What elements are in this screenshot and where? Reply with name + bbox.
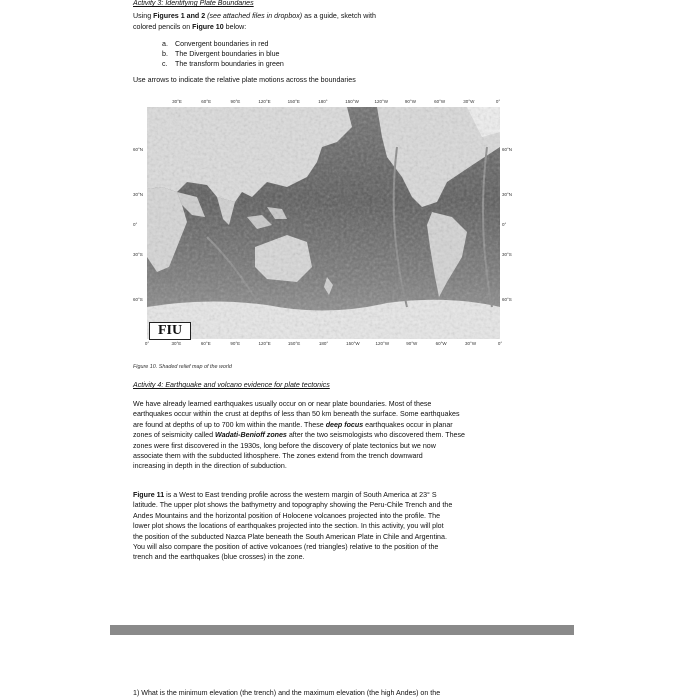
boundary-list xyxy=(162,39,284,69)
instr-italic: (see attached files in dropbox) xyxy=(205,12,303,20)
text: after the two seismologists who discovered them. These xyxy=(286,431,465,440)
activity3-instruction-line1 xyxy=(133,11,376,21)
map-bottom-tick: 60°E xyxy=(200,341,211,346)
map-top-tick: 120°E xyxy=(258,99,271,104)
map-bottom-tick: 150°E xyxy=(287,341,301,346)
map-right-tick: 60°S xyxy=(502,297,512,302)
instr-bold: Figures 1 and 2 xyxy=(153,12,206,20)
page-divider-bar xyxy=(110,625,574,635)
activity4-paragraph1 xyxy=(133,399,523,472)
para-line: increasing in depth in the direction of subduction. xyxy=(133,462,287,471)
map-left-tick: 0° xyxy=(133,222,138,227)
para-line: lower plot shows the locations of earthquakes projected into the section. In this activity, you will plot xyxy=(133,522,444,531)
list-marker: a. xyxy=(162,40,168,48)
map-top-tick: 90°W xyxy=(404,99,416,104)
question-1: 1) What is the minimum elevation (the trench) and the maximum elevation (the high Andes) on the xyxy=(133,689,441,697)
map-left-tick: 30°N xyxy=(133,192,144,197)
activity4-paragraph2 xyxy=(133,490,523,563)
list-text: The transform boundaries in green xyxy=(175,60,284,68)
world-relief-map xyxy=(147,107,500,339)
list-item xyxy=(162,49,284,59)
list-marker: c. xyxy=(162,60,168,68)
map-bottom-tick: 60°W xyxy=(435,341,447,346)
map-left-tick: 60°S xyxy=(133,297,143,302)
list-item xyxy=(162,59,284,69)
instr-text: colored pencils on xyxy=(133,23,193,31)
map-bottom-tick: 120°E xyxy=(258,341,271,346)
para-line: latitude. The upper plot shows the bathymetry and topography showing the Peru-Chile Trench and the xyxy=(133,501,453,510)
para-line: associate them with the subducted lithosphere. The zones extend from the trench downward xyxy=(133,452,423,461)
activity3-title: Activity 3: Identifying Plate Boundaries xyxy=(133,0,254,7)
map-top-tick: 30°E xyxy=(172,99,182,104)
map-top-tick: 150°E xyxy=(287,99,300,104)
text: is a West to East trending profile across the western margin of South America at 23° S xyxy=(164,491,437,499)
map-right-tick: 0° xyxy=(502,222,507,227)
text: zones of seismicity called xyxy=(133,431,216,440)
para-line: zones were first discovered in the 1930s, long before the discovery of plate tectonics but we now xyxy=(133,441,436,450)
map-top-tick: 60°W xyxy=(434,99,446,104)
map-top-tick: 60°E xyxy=(201,99,212,104)
map-right-tick: 30°S xyxy=(502,252,512,257)
instr-text: below: xyxy=(223,23,247,31)
map-right-tick: 30°N xyxy=(502,192,513,197)
map-top-tick: 90°E xyxy=(230,99,241,104)
list-marker: b. xyxy=(162,50,168,58)
instr-text: Using xyxy=(133,12,154,20)
para-line: trench and the earthquakes (blue crosses) in the zone. xyxy=(133,553,305,562)
emphasis: deep focus xyxy=(325,420,364,429)
para-line: the position of the subducted Nazca Plate beneath the South American Plate in Chile and Argentina. xyxy=(133,532,447,541)
map-top-tick: 150°W xyxy=(345,99,359,104)
map-top-tick: 120°W xyxy=(374,99,389,104)
list-text: Convergent boundaries in red xyxy=(175,40,269,48)
map-top-tick: 180° xyxy=(318,99,328,104)
map-bottom-tick: 90°E xyxy=(230,341,241,346)
bold-text: Figure 11 xyxy=(133,491,165,499)
activity4-title: Activity 4: Earthquake and volcano evidence for plate tectonics xyxy=(133,381,330,389)
text: are found at depths of up to 700 km within the mantle. These xyxy=(133,420,326,429)
map-bottom-tick: 120°W xyxy=(375,341,390,346)
map-bottom-tick: 90°W xyxy=(406,341,418,346)
instr-text: as a guide, sketch with xyxy=(302,12,376,20)
para-line xyxy=(133,430,523,440)
arrows-instruction: Use arrows to indicate the relative plate motions across the boundaries xyxy=(133,76,356,84)
para-line: You will also compare the position of active volcanoes (red triangles) relative to the position of the xyxy=(133,543,439,552)
fiu-logo: FIU xyxy=(149,322,191,340)
map-bottom-tick: 0° xyxy=(497,341,503,346)
para-line xyxy=(133,490,523,500)
map-bottom-tick: 30°W xyxy=(465,341,477,346)
para-line: Andes Mountains and the horizontal position of Holocene volcanoes projected into the profile. The xyxy=(133,511,441,520)
activity3-instruction-line2 xyxy=(133,22,246,32)
map-bottom-tick: 150°W xyxy=(346,341,360,346)
para-line: We have already learned earthquakes usually occur on or near plate boundaries. Most of these xyxy=(133,400,432,408)
map-bottom-tick: 30°E xyxy=(171,341,182,346)
para-line: earthquakes occur within the crust at depths of less than 50 km beneath the surface. Some earthquakes xyxy=(133,410,460,419)
list-text: The Divergent boundaries in blue xyxy=(175,50,280,58)
map-left-tick: 60°N xyxy=(133,147,144,152)
map-bottom-tick: 180° xyxy=(318,341,329,346)
map-top-tick: 30°W xyxy=(463,99,475,104)
instr-bold: Figure 10 xyxy=(192,23,224,31)
figure10-caption: Figure 10. Shaded relief map of the world xyxy=(133,364,232,370)
relief-texture xyxy=(147,107,500,339)
map-bottom-tick: 0° xyxy=(144,341,150,346)
map-top-tick: 0° xyxy=(495,99,501,104)
text: earthquakes occur in planar xyxy=(363,420,453,429)
para-line xyxy=(133,420,523,430)
map-right-tick: 60°N xyxy=(502,147,513,152)
emphasis: Wadati-Benioff zones xyxy=(215,431,287,440)
map-left-tick: 30°S xyxy=(133,252,143,257)
list-item xyxy=(162,39,284,49)
